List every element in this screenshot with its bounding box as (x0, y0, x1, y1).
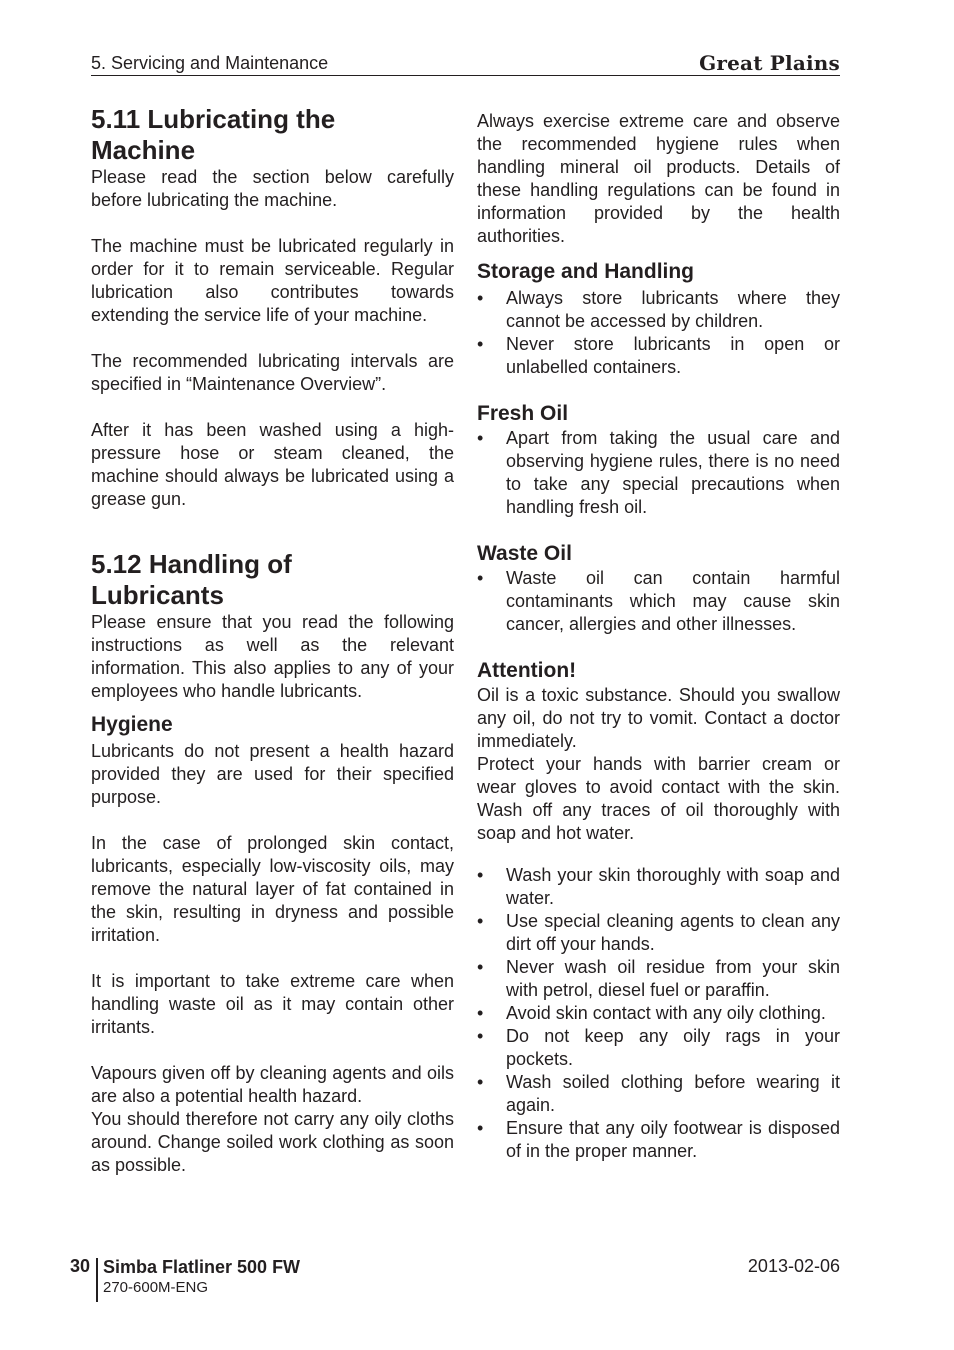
bullet-glyph: • (477, 911, 484, 931)
list-item: • Do not keep any oily rags in your pockets. (477, 1026, 840, 1069)
list-item: • Avoid skin contact with any oily clothing. (477, 1003, 826, 1023)
fresh-oil-list (477, 427, 840, 519)
list-item: • Always store lubricants where they cannot be accessed by children. (477, 288, 840, 331)
page-number: 30 (70, 1256, 91, 1276)
list-item: • Wash your skin thoroughly with soap and water. (477, 865, 840, 908)
paragraph: Vapours given off by cleaning agents and oils are also a potential health hazard. (91, 1063, 454, 1106)
paragraph: It is important to take extreme care when handling waste oil as it may contain other irritants. (91, 971, 454, 1037)
section-title-5-11 (91, 104, 454, 166)
list-item: • Ensure that any oily footwear is disposed of in the proper manner. (477, 1118, 840, 1161)
attention-list (477, 864, 840, 1163)
paragraph: After it has been washed using a high-pressure hose or steam cleaned, the machine should always be lubricated using a grease gun. (91, 420, 454, 509)
bullet-glyph: • (477, 288, 484, 308)
bullet-glyph: • (477, 1072, 484, 1092)
bullet-glyph: • (477, 957, 484, 977)
section-title-5-12-line2: Lubricants (91, 580, 224, 610)
paragraph: Always exercise extreme care and observe the recommended hygiene rules when handling mineral oil products. Details of these handling regulations can be found in information provided by the health authorities. (477, 111, 840, 246)
bullet-glyph: • (477, 865, 484, 885)
bullet-glyph: • (477, 428, 484, 448)
list-item: • Waste oil can contain harmful contaminants which may cause skin cancer, allergies and other illnesses. (477, 568, 840, 634)
subheading-fresh-oil: Fresh Oil (477, 402, 569, 425)
brand-logo-text: Great Plains (699, 51, 840, 75)
subheading-waste-oil: Waste Oil (477, 542, 572, 565)
left-column (91, 104, 454, 1177)
footer-document-code: 270-600M-ENG (103, 1279, 209, 1296)
paragraph: Protect your hands with barrier cream or wear gloves to avoid contact with the skin. Wash off any traces of oil thoroughly with soap and hot water. (477, 754, 840, 843)
paragraph: The machine must be lubricated regularly in order for it to remain serviceable. Regular lubrication also contributes towards extending the service life of your machine. (91, 236, 454, 325)
paragraph: You should therefore not carry any oily cloths around. Change soiled work clothing as soon as possible. (91, 1109, 454, 1175)
list-item: • Wash soiled clothing before wearing it again. (477, 1072, 840, 1115)
paragraph: Oil is a toxic substance. Should you swallow any oil, do not try to vomit. Contact a doctor immediately. (477, 685, 840, 751)
footer-divider (96, 1258, 98, 1302)
list-item: • Never wash oil residue from your skin with petrol, diesel fuel or paraffin. (477, 957, 840, 1000)
subheading-hygiene: Hygiene (91, 713, 173, 736)
running-header-section: 5. Servicing and Maintenance (91, 53, 329, 73)
list-item: • Apart from taking the usual care and observing hygiene rules, there is no need to take any special precautions when handling fresh oil. (477, 428, 840, 517)
waste-oil-list (477, 567, 840, 636)
bullet-glyph: • (477, 568, 484, 588)
section-title-5-12-line1: 5.12 Handling of (91, 549, 292, 579)
subheading-attention: Attention! (477, 659, 577, 682)
bullet-glyph: • (477, 334, 484, 354)
right-column (477, 110, 840, 1163)
footer-product-title: Simba Flatliner 500 FW (103, 1257, 301, 1277)
section-title-5-12 (91, 549, 454, 611)
paragraph: In the case of prolonged skin contact, lubricants, especially low-viscosity oils, may remove the natural layer of fat contained in the skin, resulting in dryness and possible irritation. (91, 833, 454, 945)
bullet-glyph: • (477, 1118, 484, 1138)
paragraph: The recommended lubricating intervals are specified in “Maintenance Overview”. (91, 351, 454, 394)
paragraph: Please read the section below carefully before lubricating the machine. (91, 167, 454, 210)
subheading-storage: Storage and Handling (477, 260, 695, 283)
list-item: • Use special cleaning agents to clean any dirt off your hands. (477, 911, 840, 954)
section-title-5-11-line2: Machine (91, 135, 196, 165)
section-title-5-11-line1: 5.11 Lubricating the (91, 104, 336, 134)
paragraph: Lubricants do not present a health hazard provided they are used for their specified purpose. (91, 741, 454, 807)
bullet-glyph: • (477, 1003, 484, 1023)
header-divider (91, 75, 840, 76)
storage-list (477, 287, 840, 379)
bullet-glyph: • (477, 1026, 484, 1046)
paragraph: Please ensure that you read the following instructions as well as the relevant information. This also applies to any of your employees who handle lubricants. (91, 612, 454, 701)
footer-date: 2013-02-06 (747, 1256, 840, 1276)
list-item: • Never store lubricants in open or unlabelled containers. (477, 334, 840, 377)
